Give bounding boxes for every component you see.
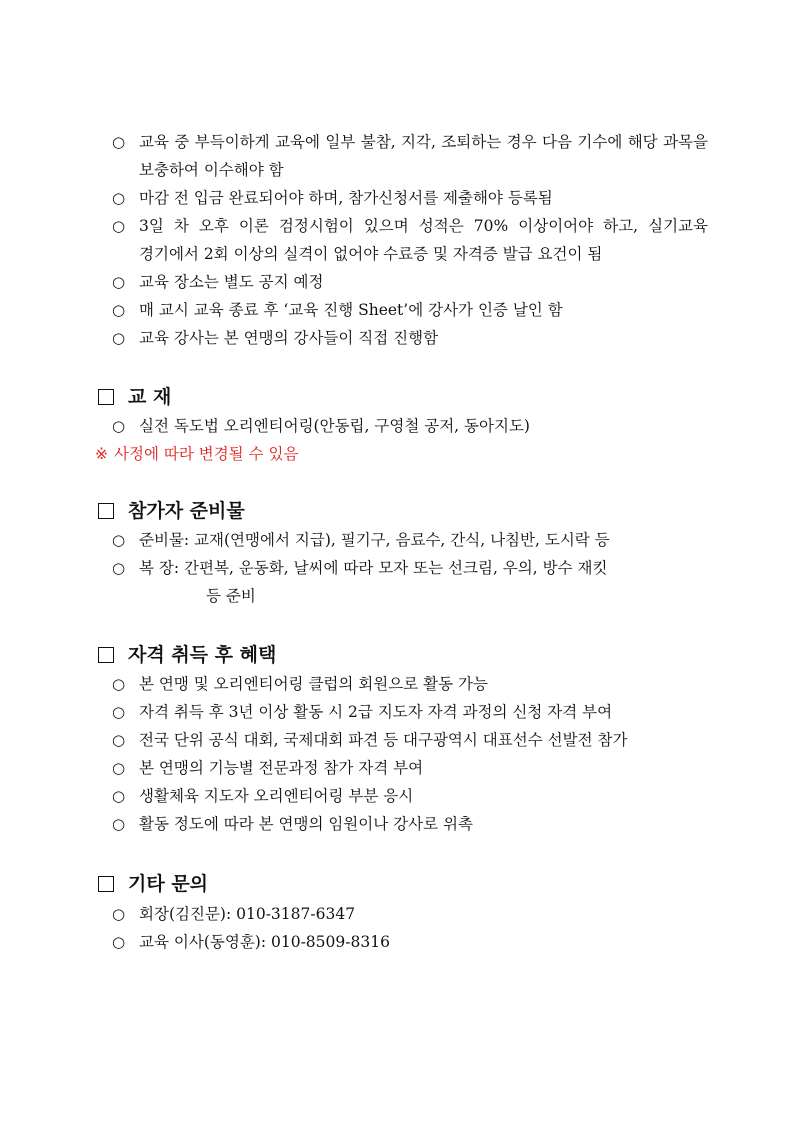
circle-bullet-icon: ○: [112, 933, 126, 951]
textbook-notice: ※ 사정에 따라 변경될 수 있음: [95, 445, 299, 463]
circle-bullet-icon: ○: [112, 329, 126, 347]
circle-bullet-icon: ○: [112, 301, 126, 319]
circle-bullet-icon: ○: [112, 731, 126, 749]
section-heading-benefits: 자격 취득 후 혜택: [98, 642, 276, 668]
textbook-list: [0, 412, 800, 440]
list-item: ○ 자격 취득 후 3년 이상 활동 시 2급 지도자 자격 과정의 신청 자격 부여: [0, 698, 800, 726]
checkbox-square-icon: [98, 389, 114, 405]
circle-bullet-icon: ○: [112, 217, 126, 235]
circle-bullet-icon: ○: [112, 273, 126, 291]
list-item: ○ 3일 차 오후 이론 검정시험이 있으며 성적은 70% 이상이어야 하고, 실기교육 경기에서 2회 이상의 실격이 없어야 수료증 및 자격증 발급 요건이 됨: [0, 212, 800, 268]
section-heading-contact: 기타 문의: [98, 871, 208, 897]
list-item: ○ 본 연맹의 기능별 전문과정 참가 자격 부여: [0, 754, 800, 782]
list-item: ○ 교육 장소는 별도 공지 예정: [0, 268, 800, 296]
checkbox-square-icon: [98, 876, 114, 892]
list-item: ○ 복 장: 간편복, 운동화, 날씨에 따라 모자 또는 선크림, 우의, 방수 재킷: [0, 554, 800, 582]
section-heading-supplies: 참가자 준비물: [98, 498, 245, 524]
list-item: ○ 활동 정도에 따라 본 연맹의 임원이나 강사로 위촉: [0, 810, 800, 838]
circle-bullet-icon: ○: [112, 133, 126, 151]
list-item: ○ 전국 단위 공식 대회, 국제대회 파견 등 대구광역시 대표선수 선발전 참가: [0, 726, 800, 754]
list-item: ○ 회장(김진문): 010-3187-6347: [0, 900, 800, 928]
circle-bullet-icon: ○: [112, 531, 126, 549]
intro-list: [0, 128, 800, 352]
circle-bullet-icon: ○: [112, 815, 126, 833]
checkbox-square-icon: [98, 503, 114, 519]
checkbox-square-icon: [98, 647, 114, 663]
list-item: ○ 마감 전 입금 완료되어야 하며, 참가신청서를 제출해야 등록됨: [0, 184, 800, 212]
circle-bullet-icon: ○: [112, 559, 126, 577]
reference-mark-icon: ※: [95, 445, 108, 463]
list-item: ○ 교육 강사는 본 연맹의 강사들이 직접 진행함: [0, 324, 800, 352]
list-item: ○ 생활체육 지도자 오리엔티어링 부분 응시: [0, 782, 800, 810]
circle-bullet-icon: ○: [112, 675, 126, 693]
supplies-list: [0, 526, 800, 610]
circle-bullet-icon: ○: [112, 787, 126, 805]
section-heading-textbook: 교 재: [98, 384, 171, 410]
list-item: ○ 실전 독도법 오리엔티어링(안동립, 구영철 공저, 동아지도): [0, 412, 800, 440]
contact-list: [0, 900, 800, 956]
benefits-list: [0, 670, 800, 838]
circle-bullet-icon: ○: [112, 417, 126, 435]
list-item: ○ 본 연맹 및 오리엔티어링 클럽의 회원으로 활동 가능: [0, 670, 800, 698]
list-item-continuation: 등 준비: [206, 587, 256, 605]
circle-bullet-icon: ○: [112, 703, 126, 721]
list-item: ○ 교육 이사(동영훈): 010-8509-8316: [0, 928, 800, 956]
circle-bullet-icon: ○: [112, 759, 126, 777]
list-item: ○ 준비물: 교재(연맹에서 지급), 필기구, 음료수, 간식, 나침반, 도시락 등: [0, 526, 800, 554]
circle-bullet-icon: ○: [112, 905, 126, 923]
circle-bullet-icon: ○: [112, 189, 126, 207]
list-item: ○ 매 교시 교육 종료 후 ‘교육 진행 Sheet’에 강사가 인증 날인 함: [0, 296, 800, 324]
list-item: ○ 교육 중 부득이하게 교육에 일부 불참, 지각, 조퇴하는 경우 다음 기수에 해당 과목을 보충하여 이수해야 함: [0, 128, 800, 184]
